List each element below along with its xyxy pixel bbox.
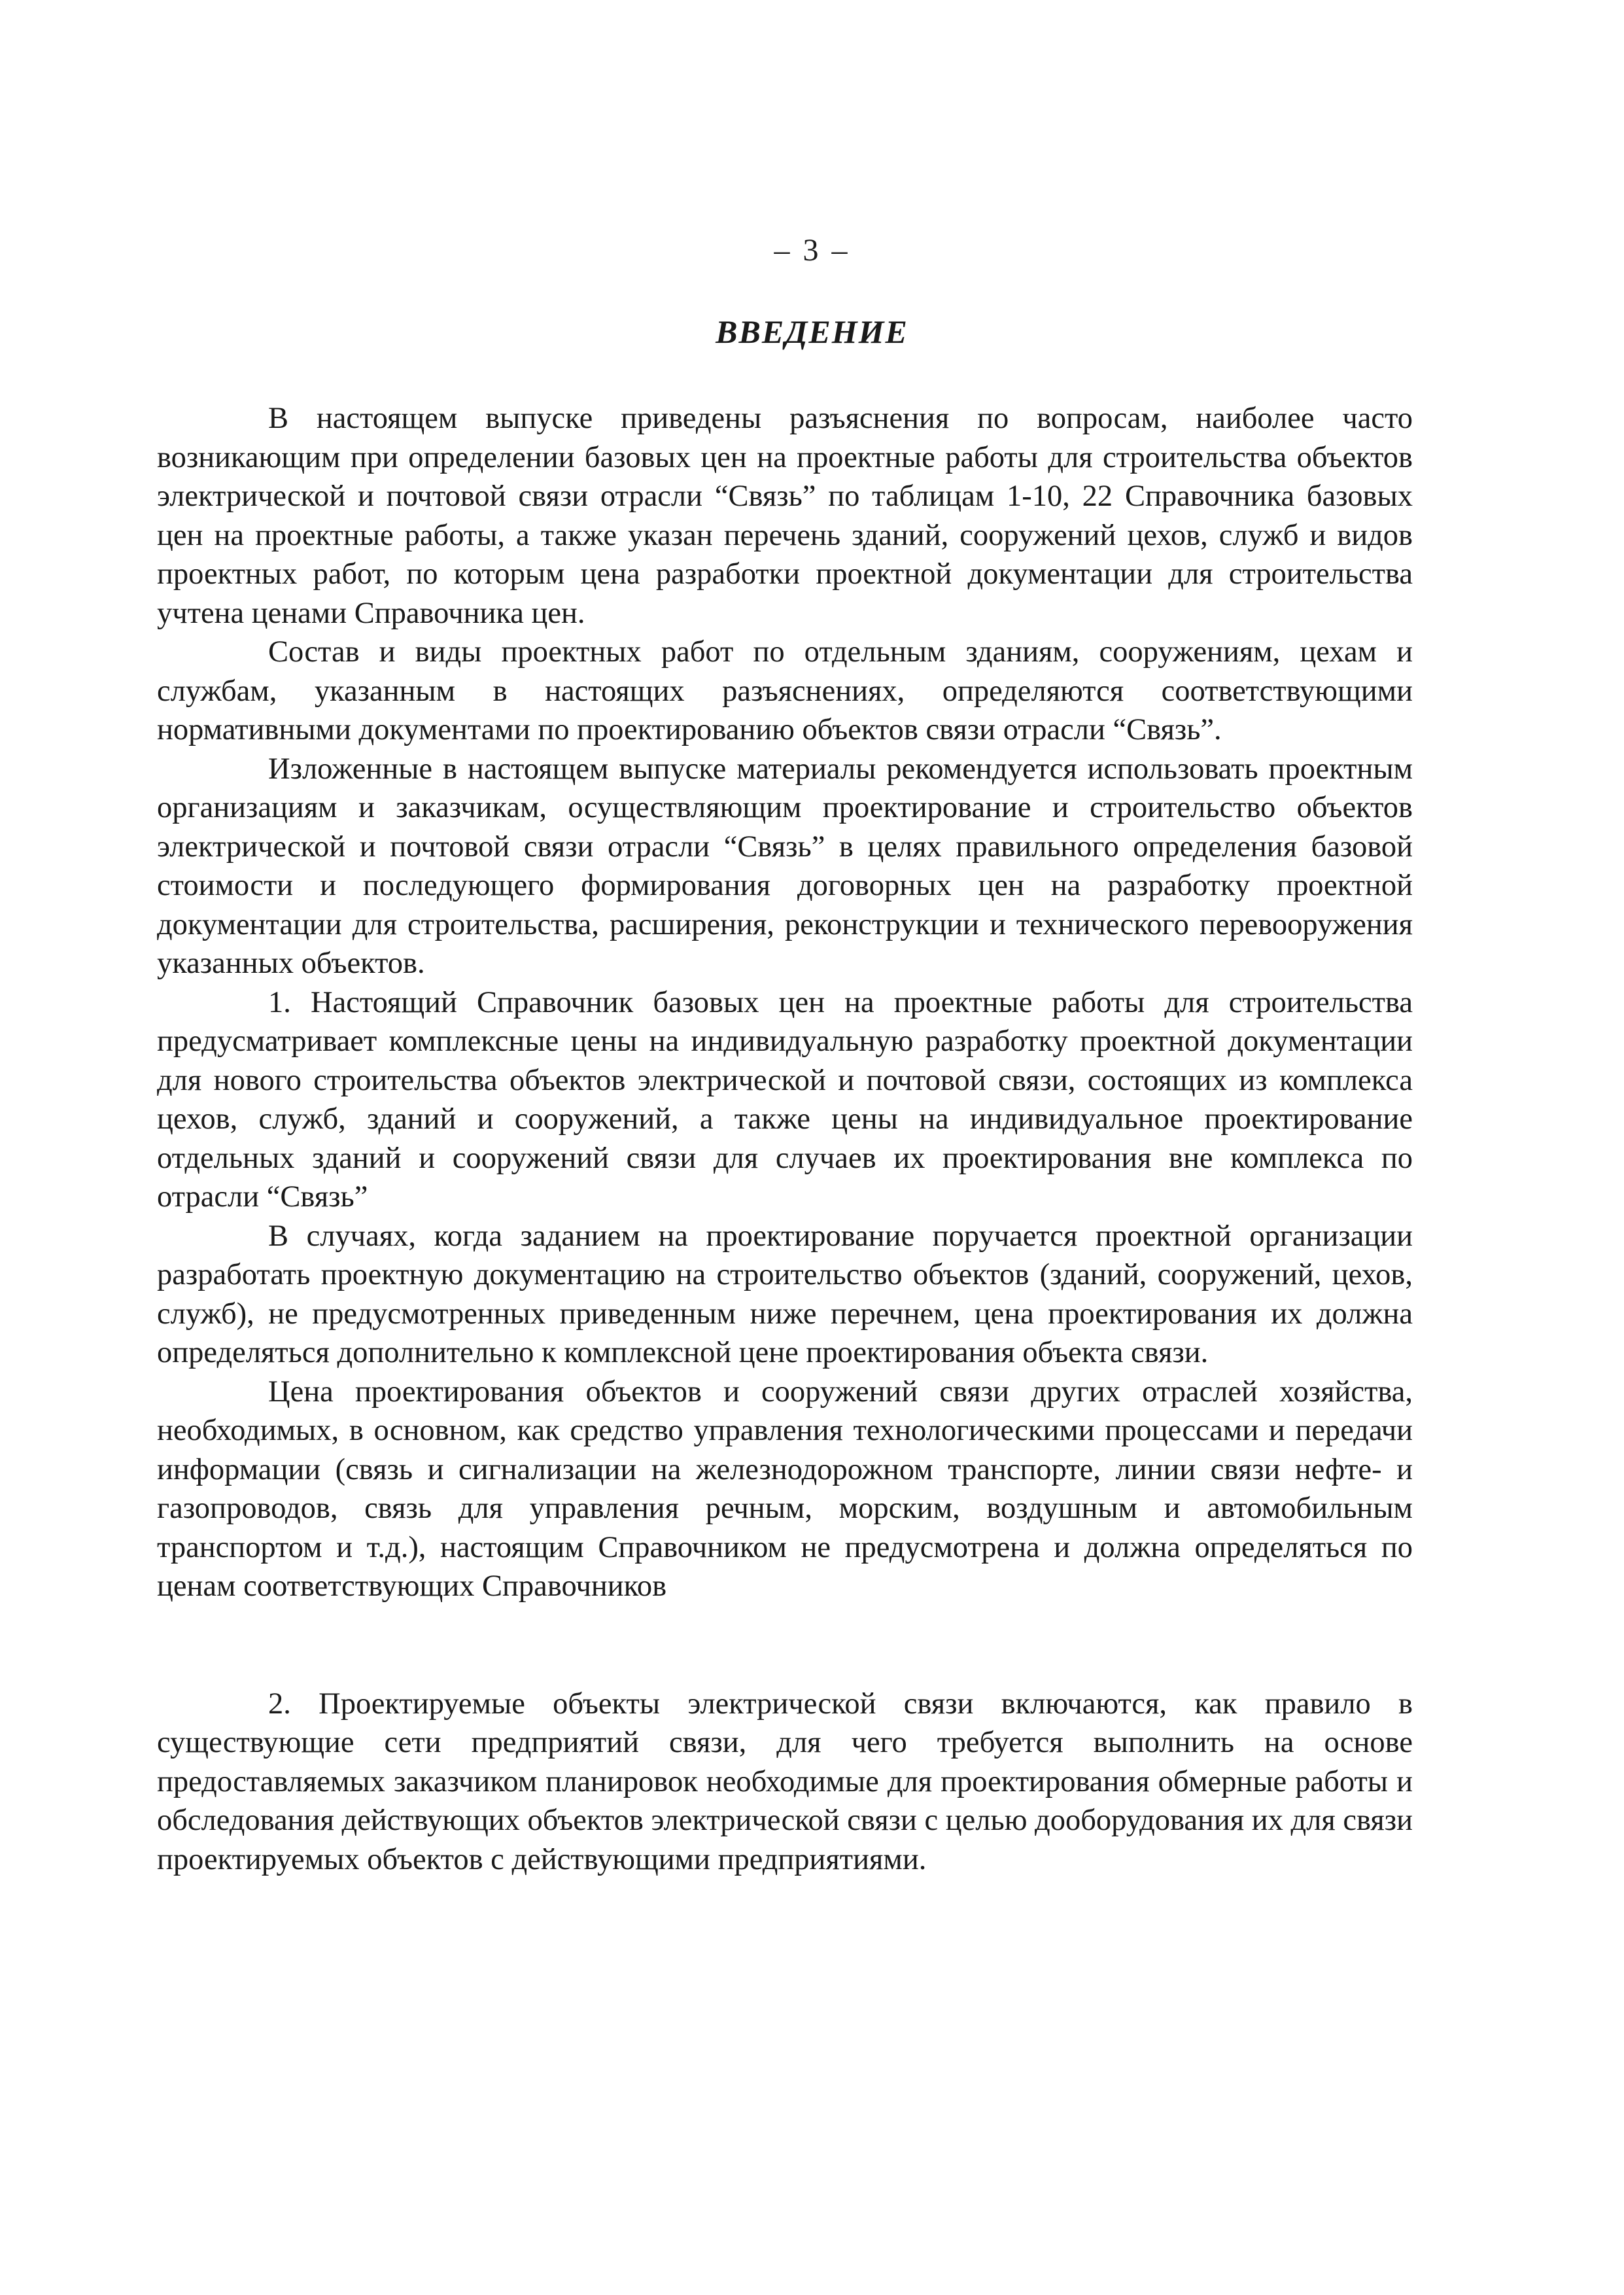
paragraph-cases: В случаях, когда заданием на проектирование поручается проектной организации разработать проектную документацию на строительство объектов (зданий, сооружений, цехов, служб), не предусмотренных приведенным ниже перечнем, цена проектирования их должна определяться дополнительно к комплексной цене проектирования объекта связи. bbox=[157, 1219, 1413, 1369]
paragraph-recommendation: Изложенные в настоящем выпуске материалы рекомендуется использовать проектным организациям и заказчикам, осуществляющим проектирование и строительство объектов электрической и почтовой связи отрасли “Связь” в целях правильного определения базовой стоимости и последующего формирования договорных цен на разработку проектной документации для строительства, расширения, реконструкции и технического перевооружения указанных объектов. bbox=[157, 752, 1413, 980]
paragraph-item-1: 1. Настоящий Справочник базовых цен на проектные работы для строительства предусматривает комплексные цены на индивидуальную разработку проектной документации для нового строительства объектов электрической и почтовой связи, состоящих из комплекса цехов, служб, зданий и сооружений, а также цены на индивидуальное проектирование отдельных зданий и сооружений связи для случаев их проектирования вне комплекса по отрасли “Связь” bbox=[157, 985, 1413, 1214]
paragraph-intro: В настоящем выпуске приведены разъяснения по вопросам, наиболее часто возникающим при определении базовых цен на проектные работы для строительства объектов электрической и почтовой связи отрасли “Связь” по таблицам 1-10, 22 Справочника базовых цен на проектные работы, а также указан перечень зданий, сооружений цехов, служб и видов проектных работ, по которым цена разработки проектной документации для строительства учтена ценами Справочника цен. bbox=[157, 402, 1413, 630]
paragraph-item-2: 2. Проектируемые объекты электрической связи включаются, как правило в существующие сети предприятий связи, для чего требуется выполнить на основе предоставляемых заказчиком планировок необходимые для проектирования обмерные работы и обследования действующих объектов электрической связи с целью дооборудования их для связи проектируемых объектов с действующими предприятиями. bbox=[157, 1687, 1413, 1876]
paragraph-other-industries: Цена проектирования объектов и сооружений связи других отраслей хозяйства, необходимых, в основном, как средство управления технологическими процессами и передачи информации (связь и сигнализации на железнодорожном транспорте, линии связи нефте- и газопроводов, связь для управления речным, морским, воздушным и автомобильным транспортом и т.д.), настоящим Справочником не предусмотрена и должна определяться по ценам соответствующих Справочников bbox=[157, 1375, 1413, 1603]
page-number: – 3 – bbox=[774, 233, 850, 268]
paragraph-composition: Состав и виды проектных работ по отдельным зданиям, сооружениям, цехам и службам, указанным в настоящих разъяснениях, определяются соответствующими нормативными документами по проектированию объектов связи отрасли “Связь”. bbox=[157, 635, 1413, 746]
page-title: ВВЕДЕНИЕ bbox=[716, 313, 908, 350]
body-text bbox=[157, 399, 1413, 1879]
